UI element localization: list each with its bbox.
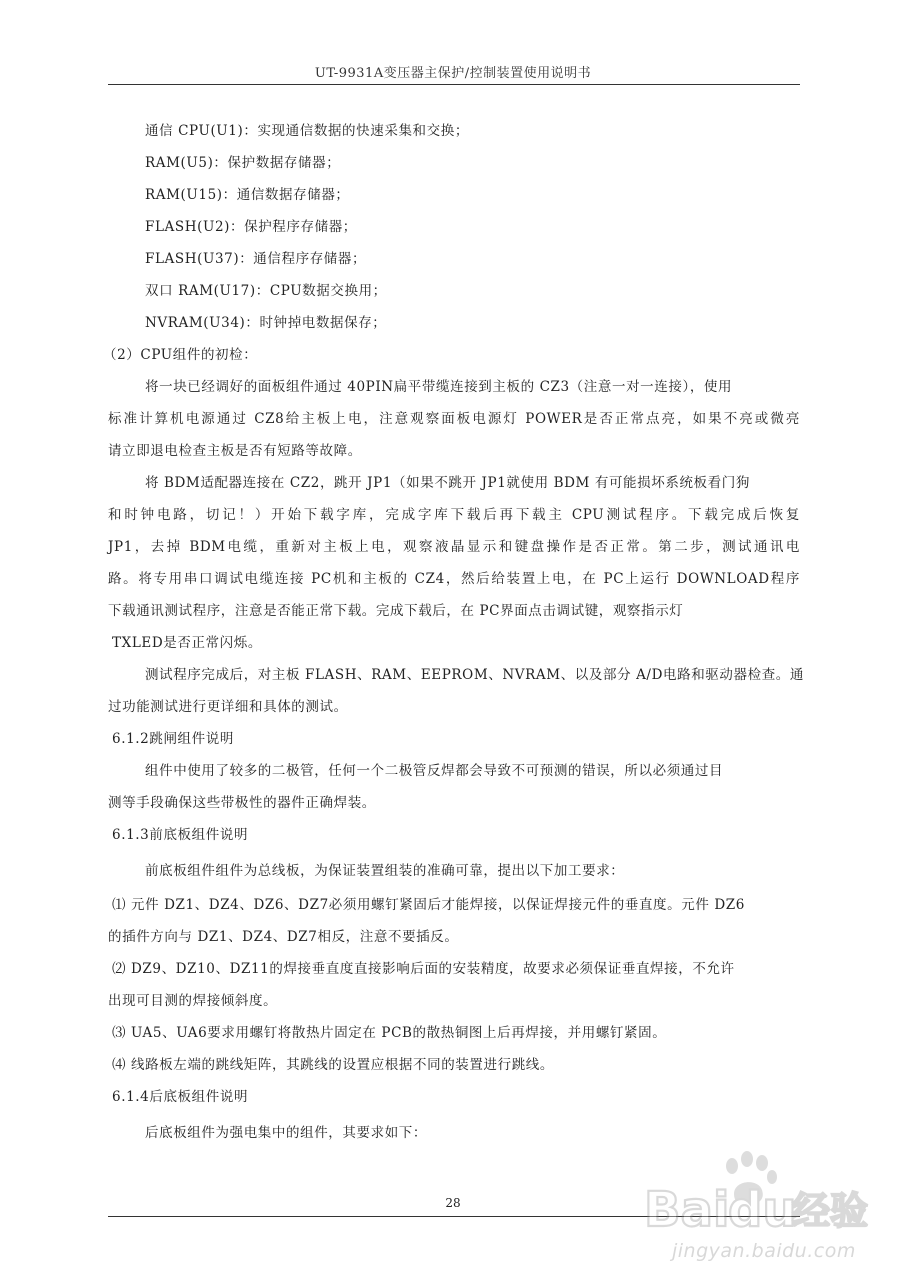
paragraph-line: 前底板组件组件为总线板，为保证装置组装的准确可靠，提出以下加工要求： xyxy=(145,863,625,879)
paragraph-line: 和时钟电路，切记！）开始下载字库，完成字库下载后再下载主 CPU测试程序。下载完成后恢复 xyxy=(108,507,800,523)
list-item: ⑵ DZ9、DZ10、DZ11的焊接垂直度直接影响后面的安装精度，故要求必须保证垂直焊接，不允许 xyxy=(112,961,735,977)
page-number: 28 xyxy=(445,1196,461,1210)
list-item: FLASH(U37)：通信程序存储器； xyxy=(145,251,367,267)
paragraph-line: 将 BDM适配器连接在 CZ2，跳开 JP1（如果不跳开 JP1就使用 BDM 有可能损坏系统板看门狗 xyxy=(145,475,750,491)
section-heading-6-1-3: 6.1.3前底板组件说明 xyxy=(112,827,249,843)
list-item: 双口 RAM(U17)：CPU数据交换用； xyxy=(145,283,387,299)
paragraph-line: TXLED是否正常闪烁。 xyxy=(112,635,262,651)
paragraph-line: 标准计算机电源通过 CZ8给主板上电，注意观察面板电源灯 POWER是否正常点亮，如果不亮或微亮 xyxy=(108,411,800,427)
paragraph-line: 测等手段确保这些带极性的器件正确焊装。 xyxy=(108,795,376,811)
list-item: RAM(U5)：保护数据存储器； xyxy=(145,155,341,171)
watermark-url: jingyan.baidu.com xyxy=(672,1240,856,1262)
document-header-title: UT-9931A变压器主保护/控制装置使用说明书 xyxy=(314,66,592,81)
list-item: ⑶ UA5、UA6要求用螺钉将散热片固定在 PCB的散热铜图上后再焊接，并用螺钉紧固。 xyxy=(112,1025,667,1041)
header-divider xyxy=(108,84,800,85)
list-item: ⑷ 线路板左端的跳线矩阵，其跳线的设置应根据不同的装置进行跳线。 xyxy=(112,1057,554,1073)
section-heading-6-1-2: 6.1.2跳闸组件说明 xyxy=(112,731,234,747)
paragraph-line: 后底板组件为强电集中的组件，其要求如下： xyxy=(145,1125,427,1141)
section-heading-cpu-initial-check: （2）CPU组件的初检： xyxy=(103,347,258,363)
baidu-jingyan-watermark xyxy=(642,1150,892,1270)
list-item: 通信 CPU(U1)：实现通信数据的快速采集和交换； xyxy=(145,123,469,139)
paragraph-line: 过功能测试进行更详细和具体的测试。 xyxy=(108,699,348,715)
baidu-jingyan-logo xyxy=(642,1164,892,1244)
svg-text:du: du xyxy=(728,1182,797,1238)
list-item: FLASH(U2)：保护程序存储器； xyxy=(145,219,357,235)
svg-text:经验: 经验 xyxy=(792,1189,869,1233)
paragraph-line: 请立即退电检查主板是否有短路等故障。 xyxy=(108,443,362,459)
list-item: NVRAM(U34)：时钟掉电数据保存； xyxy=(145,315,387,331)
paragraph-line: 路。将专用串口调试电缆连接 PC机和主板的 CZ4，然后给装置上电，在 PC上运行 DOWNLOAD程序 xyxy=(108,571,800,587)
paragraph-line: 组件中使用了较多的二极管，任何一个二极管反焊都会导致不可预测的错误，所以必须通过目 xyxy=(145,763,724,779)
paragraph-line: 下载通讯测试程序，注意是否能正常下载。完成下载后，在 PC界面点击调试键，观察指示灯 xyxy=(108,603,684,619)
section-heading-6-1-4: 6.1.4后底板组件说明 xyxy=(112,1089,249,1105)
svg-text:Bai: Bai xyxy=(644,1182,730,1238)
list-item: 出现可目测的焊接倾斜度。 xyxy=(108,993,278,1009)
list-item: ⑴ 元件 DZ1、DZ4、DZ6、DZ7必须用螺钉紧固后才能焊接，以保证焊接元件的垂直度。元件 DZ6 xyxy=(112,897,745,913)
list-item: 的插件方向与 DZ1、DZ4、DZ7相反，注意不要插反。 xyxy=(108,929,459,945)
list-item: RAM(U15)：通信数据存储器； xyxy=(145,187,350,203)
paragraph-line: JP1，去掉 BDM电缆，重新对主板上电，观察液晶显示和键盘操作是否正常。第二步，测试通讯电 xyxy=(108,539,800,555)
paragraph-line: 测试程序完成后，对主板 FLASH、RAM、EEPROM、NVRAM、以及部分 A/D电路和驱动器检查。通 xyxy=(145,667,804,683)
paragraph-line: 将一块已经调好的面板组件通过 40PIN扁平带缆连接到主板的 CZ3（注意一对一连接），使用 xyxy=(145,379,733,395)
